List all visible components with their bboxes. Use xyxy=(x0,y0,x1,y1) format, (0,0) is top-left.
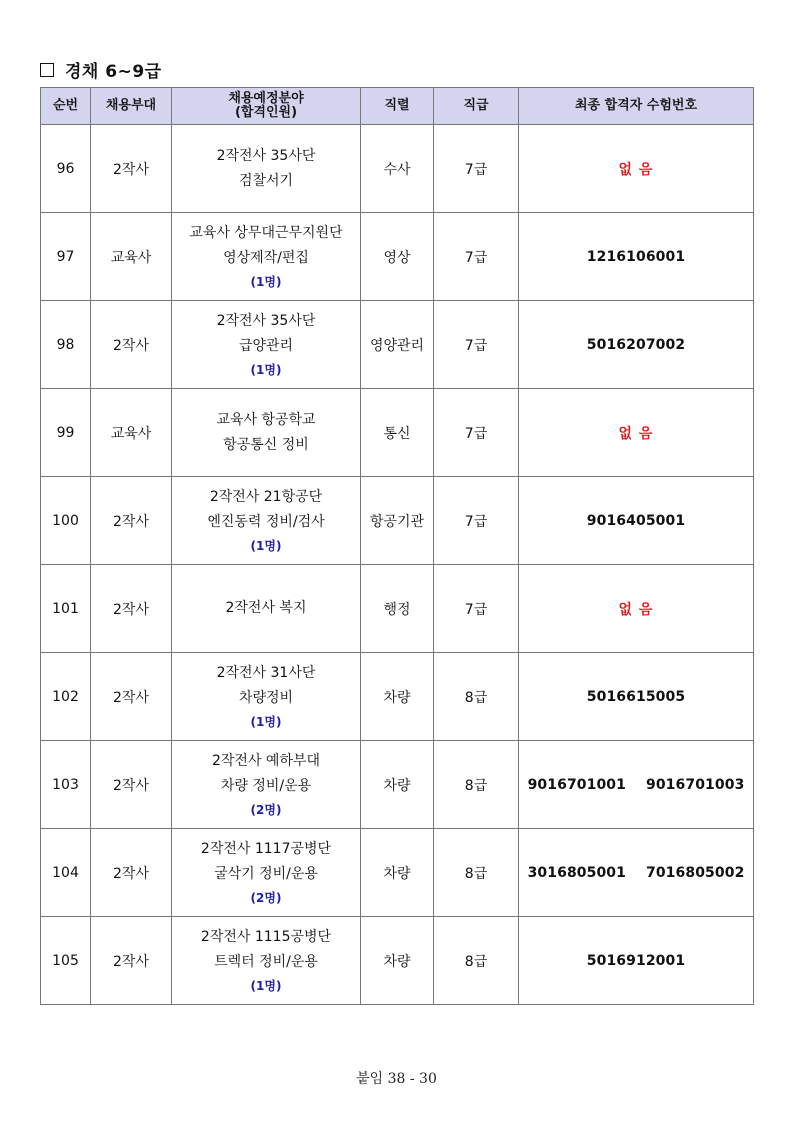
cell-field xyxy=(172,301,361,389)
cell-result xyxy=(519,565,754,653)
cell-job: 차량 xyxy=(361,653,434,741)
cell-job: 수사 xyxy=(361,125,434,213)
cell-field xyxy=(172,917,361,1005)
cell-unit: 2작사 xyxy=(91,917,172,1005)
cell-grade: 7급 xyxy=(434,125,519,213)
cell-grade: 7급 xyxy=(434,565,519,653)
cell-grade: 7급 xyxy=(434,213,519,301)
section-title xyxy=(40,57,162,82)
cell-field xyxy=(172,565,361,653)
no-result-text: 없 음 xyxy=(618,601,654,618)
cell-field xyxy=(172,477,361,565)
cell-seq: 99 xyxy=(41,389,91,477)
cell-field xyxy=(172,653,361,741)
header-field-line2: (합격인원) xyxy=(234,105,298,120)
section-title-text: 경채 6~9급 xyxy=(65,62,162,82)
exam-number: 9016405001 xyxy=(586,512,686,529)
exam-number: 7016805002 xyxy=(646,864,745,881)
cell-grade: 8급 xyxy=(434,653,519,741)
cell-result xyxy=(519,829,754,917)
header-field-line1: 채용예정분야 xyxy=(228,91,304,106)
field-line: 트렉터 정비/운용 xyxy=(214,953,318,970)
cell-seq: 98 xyxy=(41,301,91,389)
field-line: 급양관리 xyxy=(238,337,294,354)
exam-number: 9016701001 xyxy=(527,776,626,793)
cell-seq: 100 xyxy=(41,477,91,565)
cell-unit: 2작사 xyxy=(91,477,172,565)
exam-number: 1216106001 xyxy=(586,248,686,265)
cell-result xyxy=(519,213,754,301)
page-footer: 붙임 38 - 30 xyxy=(356,1071,437,1087)
cell-unit: 교육사 xyxy=(91,389,172,477)
cell-job: 영양관리 xyxy=(361,301,434,389)
cell-result xyxy=(519,389,754,477)
cell-job: 차량 xyxy=(361,917,434,1005)
cell-seq: 105 xyxy=(41,917,91,1005)
field-line: 2작전사 21항공단 xyxy=(209,488,323,505)
field-line: 교육사 상무대근무지원단 xyxy=(189,224,343,241)
cell-unit: 2작사 xyxy=(91,741,172,829)
cell-field xyxy=(172,213,361,301)
table-header-row xyxy=(41,88,754,125)
header-result: 최종 합격자 수험번호 xyxy=(519,88,754,125)
field-line: 엔진동력 정비/검사 xyxy=(207,513,325,530)
field-line: 2작전사 35사단 xyxy=(216,312,316,329)
table-row xyxy=(41,213,754,301)
cell-grade: 7급 xyxy=(434,389,519,477)
cell-grade: 7급 xyxy=(434,301,519,389)
cell-seq: 102 xyxy=(41,653,91,741)
hire-count: (1명) xyxy=(250,978,282,993)
cell-seq: 97 xyxy=(41,213,91,301)
cell-field xyxy=(172,125,361,213)
cell-seq: 103 xyxy=(41,741,91,829)
cell-job: 차량 xyxy=(361,829,434,917)
hire-count: (2명) xyxy=(250,890,282,905)
exam-number: 5016615005 xyxy=(586,688,686,705)
field-line: 2작전사 1117공병단 xyxy=(200,840,332,857)
table-row xyxy=(41,741,754,829)
cell-field xyxy=(172,741,361,829)
cell-seq: 101 xyxy=(41,565,91,653)
cell-grade: 8급 xyxy=(434,917,519,1005)
cell-job: 행정 xyxy=(361,565,434,653)
no-result-text: 없 음 xyxy=(618,425,654,442)
header-seq: 순번 xyxy=(41,88,91,125)
field-line: 교육사 항공학교 xyxy=(216,411,316,428)
cell-unit: 2작사 xyxy=(91,301,172,389)
cell-result xyxy=(519,477,754,565)
table-row xyxy=(41,565,754,653)
cell-job: 통신 xyxy=(361,389,434,477)
cell-grade: 8급 xyxy=(434,741,519,829)
table-body xyxy=(41,125,754,1005)
cell-job: 차량 xyxy=(361,741,434,829)
field-line: 차량정비 xyxy=(238,689,294,706)
cell-job: 영상 xyxy=(361,213,434,301)
cell-result xyxy=(519,653,754,741)
cell-field xyxy=(172,829,361,917)
header-grade: 직급 xyxy=(434,88,519,125)
exam-number: 5016912001 xyxy=(586,952,686,969)
exam-number: 5016207002 xyxy=(586,336,686,353)
field-line: 2작전사 예하부대 xyxy=(211,752,321,769)
field-line: 차량 정비/운용 xyxy=(220,777,312,794)
header-field xyxy=(172,88,361,125)
hire-count: (1명) xyxy=(250,714,282,729)
hire-count: (2명) xyxy=(250,802,282,817)
cell-job: 항공기관 xyxy=(361,477,434,565)
cell-grade: 8급 xyxy=(434,829,519,917)
table-row xyxy=(41,477,754,565)
field-line: 2작전사 31사단 xyxy=(216,664,316,681)
field-line: 2작전사 35사단 xyxy=(216,147,316,164)
cell-field xyxy=(172,389,361,477)
field-line: 2작전사 복지 xyxy=(225,600,307,616)
cell-seq: 96 xyxy=(41,125,91,213)
header-job: 직렬 xyxy=(361,88,434,125)
field-line: 영상제작/편집 xyxy=(223,249,309,266)
table-row xyxy=(41,653,754,741)
cell-seq: 104 xyxy=(41,829,91,917)
results-table xyxy=(40,87,754,1005)
cell-result xyxy=(519,741,754,829)
cell-unit: 2작사 xyxy=(91,653,172,741)
cell-result xyxy=(519,301,754,389)
hire-count: (1명) xyxy=(250,274,282,289)
field-line: 2작전사 1115공병단 xyxy=(200,928,332,945)
cell-result xyxy=(519,125,754,213)
cell-unit: 2작사 xyxy=(91,125,172,213)
table-row xyxy=(41,829,754,917)
field-line: 굴삭기 정비/운용 xyxy=(214,865,318,882)
exam-number: 9016701003 xyxy=(646,776,745,793)
exam-number: 3016805001 xyxy=(527,864,626,881)
cell-result xyxy=(519,917,754,1005)
table-row xyxy=(41,125,754,213)
cell-unit: 교육사 xyxy=(91,213,172,301)
table-row xyxy=(41,917,754,1005)
hire-count: (1명) xyxy=(250,362,282,377)
header-unit: 채용부대 xyxy=(91,88,172,125)
cell-grade: 7급 xyxy=(434,477,519,565)
field-line: 항공통신 정비 xyxy=(223,436,309,453)
cell-unit: 2작사 xyxy=(91,829,172,917)
no-result-text: 없 음 xyxy=(618,161,654,178)
table-row xyxy=(41,389,754,477)
hire-count: (1명) xyxy=(250,538,282,553)
field-line: 검찰서기 xyxy=(238,172,294,189)
table-row xyxy=(41,301,754,389)
cell-unit: 2작사 xyxy=(91,565,172,653)
checkbox-icon xyxy=(40,63,54,77)
